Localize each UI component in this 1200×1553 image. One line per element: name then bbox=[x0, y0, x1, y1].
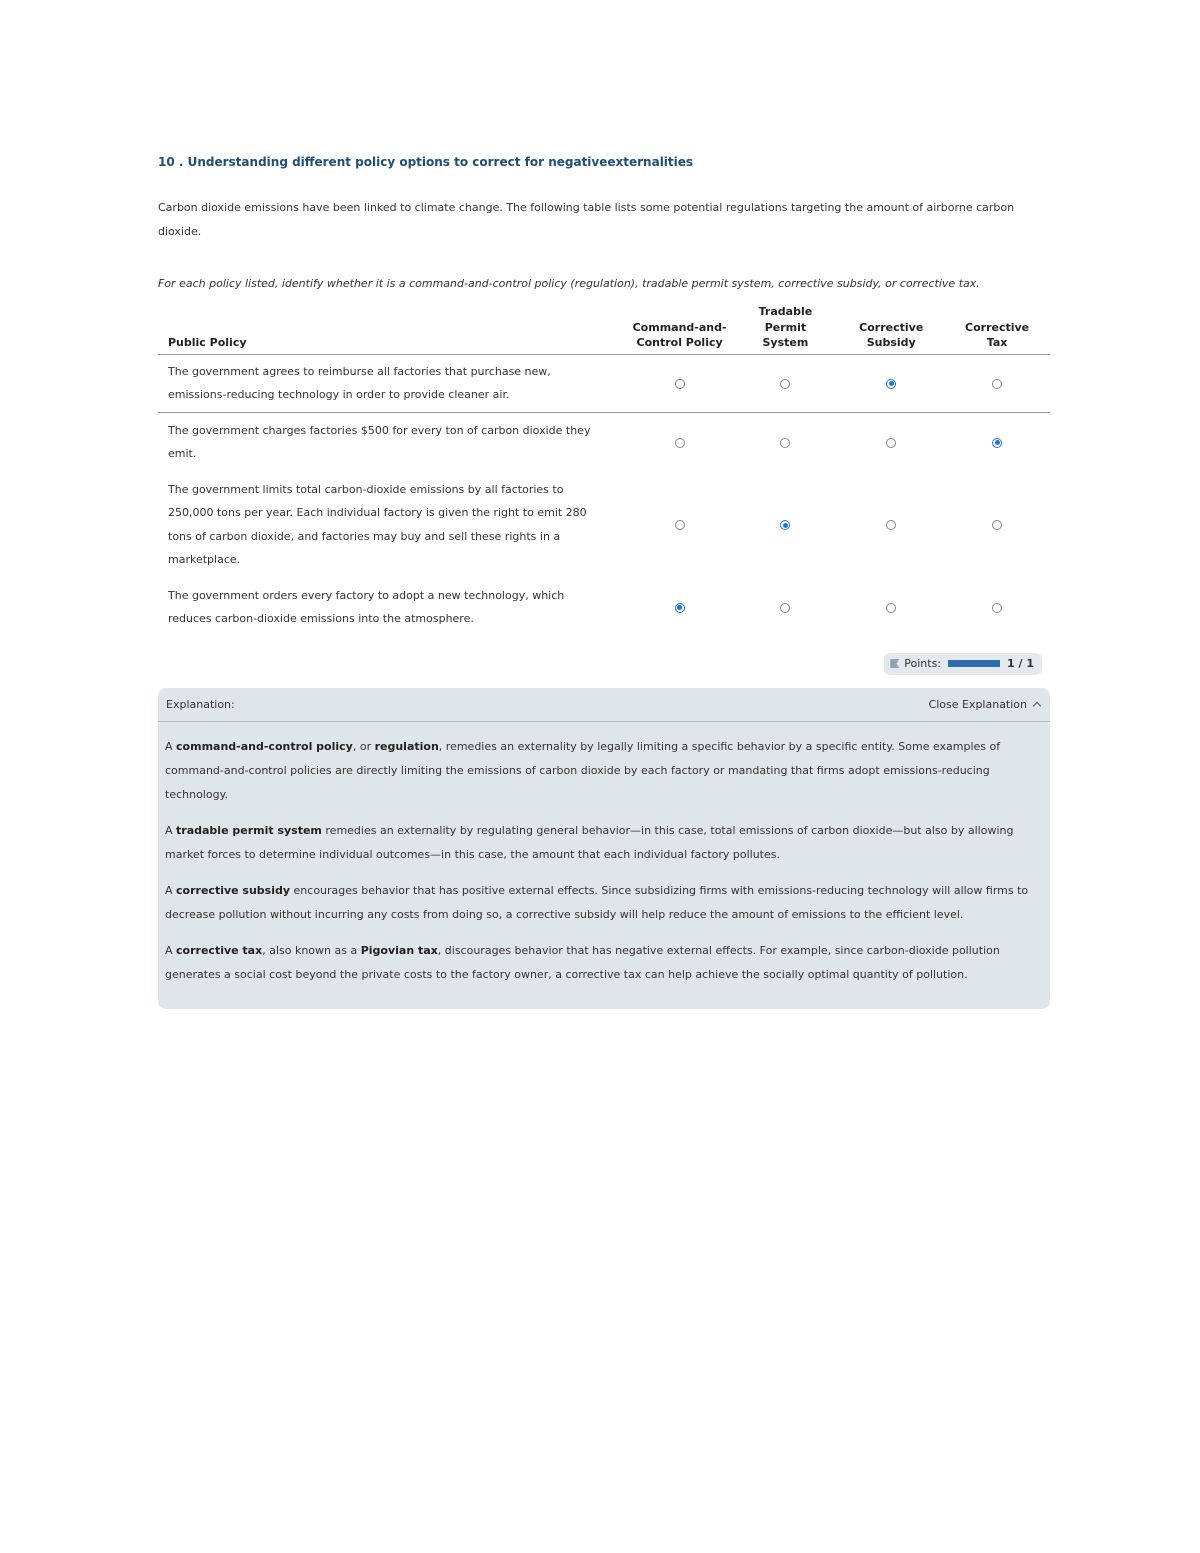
policy-description: The government orders every factory to adopt a new technology, which reduces carbon-dioxide emissions into the atmosphere. bbox=[168, 588, 565, 625]
header-command-line1: Command-and- bbox=[632, 320, 727, 334]
policy-description: The government charges factories $500 for every ton of carbon dioxide they emit. bbox=[168, 423, 591, 460]
radio-button[interactable] bbox=[886, 603, 896, 613]
question-container bbox=[158, 148, 1050, 1009]
radio-button[interactable] bbox=[675, 379, 685, 389]
header-tax-line1: Corrective bbox=[965, 320, 1030, 334]
header-corrective-subsidy bbox=[838, 304, 944, 354]
radio-button[interactable] bbox=[992, 438, 1002, 448]
policy-table bbox=[158, 304, 1050, 637]
close-explanation-label: Close Explanation bbox=[928, 697, 1027, 711]
explanation-title: Explanation: bbox=[166, 697, 235, 711]
radio-button[interactable] bbox=[992, 520, 1002, 530]
explanation-paragraph-tradable: A tradable permit system remedies an externality by regulating general behavior—in this case, total emissions of carbon dioxide—but also by allowing market forces to determine individual outcomes—in this case, the amount that each individual factory pollutes. bbox=[165, 823, 1014, 861]
policy-description: The government agrees to reimburse all factories that purchase new, emissions-reducing technology in order to provide cleaner air. bbox=[158, 354, 627, 412]
radio-button[interactable] bbox=[675, 603, 685, 613]
table-row bbox=[158, 472, 1050, 578]
radio-button[interactable] bbox=[780, 520, 790, 530]
points-progress-bar bbox=[948, 660, 1000, 667]
header-tax-line2: Tax bbox=[986, 336, 1008, 349]
header-public-policy: Public Policy bbox=[158, 304, 627, 354]
radio-button[interactable] bbox=[992, 603, 1002, 613]
explanation-paragraph-subsidy: A corrective subsidy encourages behavior that has positive external effects. Since subsidizing firms with emissions-reducing technology will allow firms to decrease pollution without incurring any costs from doing so, a corrective subsidy will help reduce the amount of emissions to the efficient level. bbox=[165, 883, 1029, 921]
radio-button[interactable] bbox=[675, 438, 685, 448]
flag-icon[interactable] bbox=[890, 659, 899, 668]
header-tradable-line3: System bbox=[762, 336, 809, 349]
header-command-line2: Control Policy bbox=[636, 336, 723, 349]
radio-button[interactable] bbox=[675, 520, 685, 530]
question-intro: Carbon dioxide emissions have been linked to climate change. The following table lists some potential regulations targeting the amount of airborne carbon dioxide. bbox=[158, 201, 1015, 238]
header-command-and-control bbox=[627, 304, 733, 354]
radio-button[interactable] bbox=[780, 379, 790, 389]
points-score: 1 / 1 bbox=[1007, 657, 1034, 670]
table-row bbox=[158, 578, 1050, 637]
table-row bbox=[158, 354, 1050, 412]
policy-description: The government limits total carbon-dioxide emissions by all factories to 250,000 tons per year. Each individual factory is given the right to emit 280 tons of carbon dioxide, and factories may buy and sell these rights in a marketplace. bbox=[168, 482, 587, 566]
explanation-body bbox=[158, 722, 1050, 1009]
close-explanation-button[interactable] bbox=[929, 698, 1040, 711]
radio-button[interactable] bbox=[992, 379, 1002, 389]
table-row bbox=[158, 412, 1050, 472]
explanation-paragraph-tax: A corrective tax, also known as a Pigovian tax, discourages behavior that has negative external effects. For example, since carbon-dioxide pollution generates a social cost beyond the private costs to the factory owner, a corrective tax can help achieve the socially optimal quantity of pollution. bbox=[165, 943, 1000, 981]
radio-button[interactable] bbox=[886, 379, 896, 389]
header-tradable-line1: Tradable bbox=[758, 305, 813, 318]
explanation-panel bbox=[158, 688, 1050, 1009]
header-subsidy-line1: Corrective bbox=[859, 320, 924, 334]
explanation-paragraph-command: A command-and-control policy, or regulation, remedies an externality by legally limiting a specific behavior by a specific entity. Some examples of command-and-control policies are directly limiting the emissions of carbon dioxide by each factory or mandating that firms adopt emissions-reducing technology. bbox=[165, 739, 1001, 801]
radio-button[interactable] bbox=[780, 603, 790, 613]
header-tradable-permit bbox=[733, 304, 839, 354]
header-corrective-tax bbox=[944, 304, 1050, 354]
question-instruction: For each policy listed, identify whether it is a command-and-control policy (regulation), tradable permit system, corrective subsidy, or corrective tax. bbox=[158, 277, 980, 290]
points-label: Points: bbox=[904, 657, 942, 670]
radio-button[interactable] bbox=[886, 438, 896, 448]
header-subsidy-line2: Subsidy bbox=[866, 336, 916, 349]
table-header-row bbox=[158, 304, 1050, 354]
radio-button[interactable] bbox=[780, 438, 790, 448]
header-tradable-line2: Permit bbox=[764, 320, 807, 334]
points-row bbox=[158, 653, 1050, 675]
question-title: 10 . Understanding different policy options to correct for negativeexternalities bbox=[158, 155, 694, 169]
radio-button[interactable] bbox=[886, 520, 896, 530]
chevron-up-icon bbox=[1033, 701, 1041, 709]
explanation-header bbox=[158, 688, 1050, 722]
points-badge bbox=[884, 653, 1042, 675]
